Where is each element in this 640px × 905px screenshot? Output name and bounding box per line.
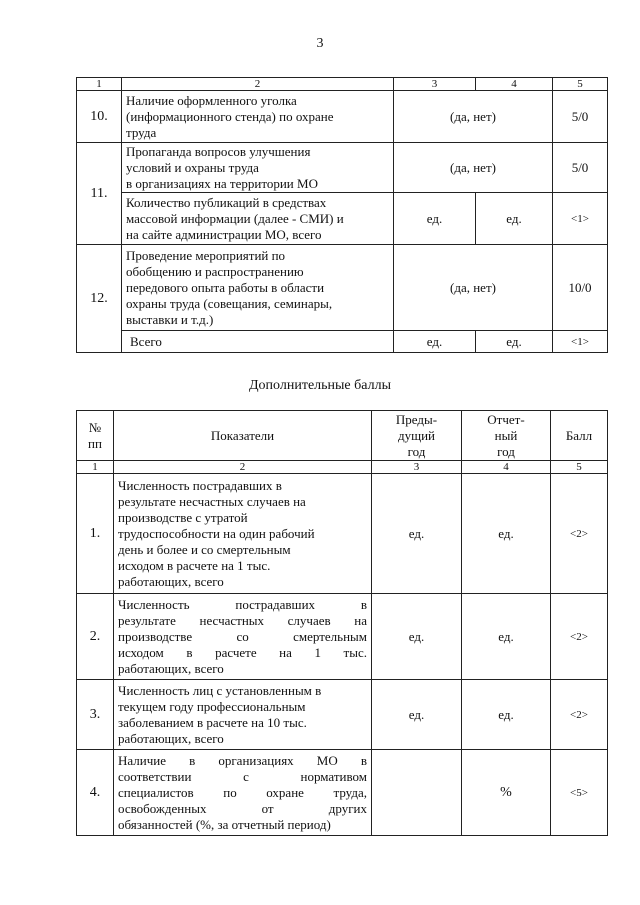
section-title: Дополнительные баллы — [249, 378, 391, 393]
col-number: 3 — [394, 78, 476, 91]
header-score: Балл — [551, 411, 608, 461]
table-header-row — [77, 411, 608, 461]
prev-year-value: ед. — [372, 680, 462, 750]
table-row — [77, 474, 608, 594]
report-year-value: ед. — [462, 680, 551, 750]
table-row — [77, 680, 608, 750]
score: <1> — [553, 331, 608, 353]
table-row — [77, 91, 608, 143]
score: 10/0 — [553, 245, 608, 331]
col-number: 5 — [553, 78, 608, 91]
col-number: 1 — [77, 78, 122, 91]
row-number: 4. — [77, 750, 114, 836]
row-number: 11. — [77, 143, 122, 245]
row-label: Проведение мероприятий по обобщению и распространению передового опыта работы в области охраны труда (совещания, семинары, выставки и т.д.) — [122, 245, 394, 331]
row-number: 10. — [77, 91, 122, 143]
score: 5/0 — [553, 143, 608, 193]
report-year-value: ед. — [462, 474, 551, 594]
row-number: 12. — [77, 245, 122, 353]
table-row — [77, 331, 608, 353]
merged-value: (да, нет) — [394, 245, 553, 331]
prev-year-value: ед. — [394, 193, 476, 245]
row-number: 2. — [77, 594, 114, 680]
prev-year-value: ед. — [372, 594, 462, 680]
col-number: 2 — [122, 78, 394, 91]
row-label: Количество публикаций в средствах массовой информации (далее - СМИ) и на сайте администрации МО, всего — [122, 193, 394, 245]
table-row — [77, 143, 608, 193]
col-number: 1 — [77, 461, 114, 474]
header-prev-year: Преды- дущий год — [372, 411, 462, 461]
report-year-value: ед. — [462, 594, 551, 680]
score: <2> — [551, 474, 608, 594]
criteria-table-continued — [76, 77, 608, 353]
report-year-value: ед. — [476, 193, 553, 245]
prev-year-value: ед. — [394, 331, 476, 353]
report-year-value: ед. — [476, 331, 553, 353]
table-row — [77, 594, 608, 680]
additional-points-table — [76, 410, 608, 836]
header-report-year: Отчет- ный год — [462, 411, 551, 461]
merged-value: (да, нет) — [394, 91, 553, 143]
score: <1> — [553, 193, 608, 245]
score: 5/0 — [553, 91, 608, 143]
score: <5> — [551, 750, 608, 836]
row-label: Численность пострадавших в результате несчастных случаев на производстве с утратой трудоспособности на один рабочий день и более и со смертельным исходом в расчете на 1 тыс. работающих, всего — [114, 474, 372, 594]
row-number: 3. — [77, 680, 114, 750]
prev-year-value — [372, 750, 462, 836]
score: <2> — [551, 594, 608, 680]
table-row — [77, 245, 608, 331]
column-number-row — [77, 78, 608, 91]
row-number: 1. — [77, 474, 114, 594]
header-indicators: Показатели — [114, 411, 372, 461]
col-number: 4 — [462, 461, 551, 474]
score: <2> — [551, 680, 608, 750]
merged-value: (да, нет) — [394, 143, 553, 193]
prev-year-value: ед. — [372, 474, 462, 594]
table-row — [77, 193, 608, 245]
row-label: Наличие в организациях МО в соответствии с нормативом специалистов по охране труда, освобожденных от других обязанностей (%, за отчетный период) — [114, 750, 372, 836]
table-row — [77, 750, 608, 836]
row-label: Численность лиц с установленным в текущем году профессиональным заболеванием в расчете на 10 тыс. работающих, всего — [114, 680, 372, 750]
column-number-row — [77, 461, 608, 474]
col-number: 2 — [114, 461, 372, 474]
row-label: Наличие оформленного уголка (информационного стенда) по охране труда — [122, 91, 394, 143]
col-number: 4 — [476, 78, 553, 91]
page-number: 3 — [316, 36, 324, 51]
col-number: 3 — [372, 461, 462, 474]
row-label: Всего — [122, 331, 394, 353]
row-label: Численность пострадавших в результате несчастных случаев на производстве со смертельным исходом в расчете на 1 тыс. работающих, всего — [114, 594, 372, 680]
report-year-value: % — [462, 750, 551, 836]
row-label: Пропаганда вопросов улучшения условий и охраны труда в организациях на территории МО — [122, 143, 394, 193]
header-num: № пп — [77, 411, 114, 461]
col-number: 5 — [551, 461, 608, 474]
